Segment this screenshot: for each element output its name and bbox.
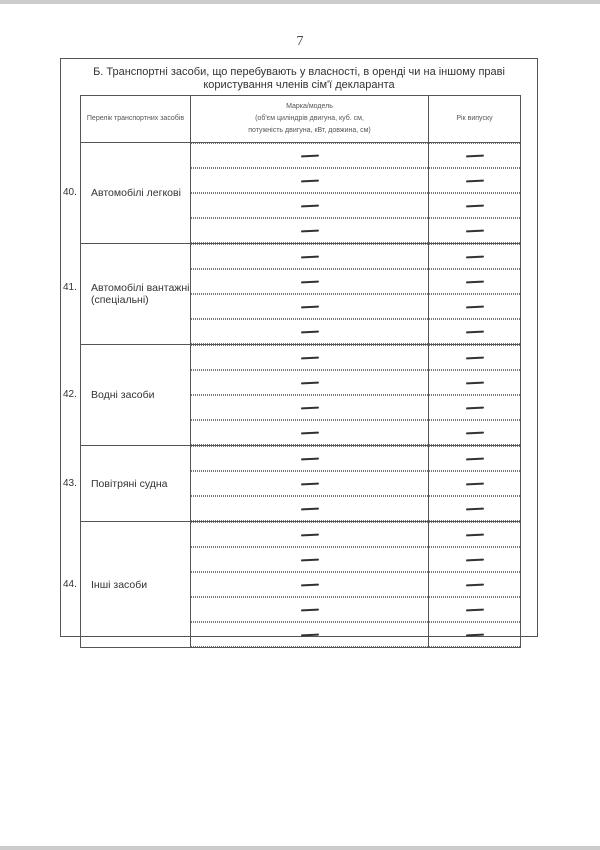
handwritten-dash bbox=[300, 230, 318, 233]
handwritten-dash bbox=[300, 281, 318, 284]
handwritten-dash bbox=[465, 306, 483, 309]
year-entry bbox=[429, 622, 520, 647]
handwritten-dash bbox=[300, 609, 318, 612]
handwritten-dash bbox=[300, 155, 318, 158]
make-model-entry bbox=[191, 244, 428, 269]
year-column-cell bbox=[429, 522, 521, 648]
make-model-entry bbox=[191, 269, 428, 294]
make-model-column-cell bbox=[191, 143, 429, 244]
year-entry bbox=[429, 143, 520, 168]
handwritten-dash bbox=[300, 256, 318, 259]
section-title: Б. Транспортні засоби, що перебувають у власності, в оренді чи на іншому праві користування членів сім'ї декларанта bbox=[93, 66, 505, 91]
handwritten-dash bbox=[300, 331, 318, 334]
year-entry bbox=[429, 547, 520, 572]
handwritten-dash bbox=[465, 357, 483, 360]
make-model-entry bbox=[191, 345, 428, 370]
header-row bbox=[81, 96, 521, 143]
handwritten-dash bbox=[465, 407, 483, 410]
handwritten-dash bbox=[300, 407, 318, 410]
vehicles-table bbox=[63, 95, 521, 648]
handwritten-dash bbox=[300, 205, 318, 208]
year-column-cell bbox=[429, 345, 521, 446]
handwritten-dash bbox=[465, 382, 483, 385]
make-model-entry bbox=[191, 597, 428, 622]
handwritten-dash bbox=[300, 584, 318, 587]
scan-edge-bottom bbox=[0, 846, 600, 850]
make-model-entry bbox=[191, 446, 428, 471]
year-entry bbox=[429, 294, 520, 319]
make-model-column-cell bbox=[191, 446, 429, 522]
make-model-entry bbox=[191, 319, 428, 344]
category-row bbox=[81, 446, 521, 522]
year-entry bbox=[429, 244, 520, 269]
category-label: Автомобілі легкові bbox=[91, 187, 181, 199]
category-number: 42. bbox=[63, 389, 77, 400]
handwritten-dash bbox=[465, 584, 483, 587]
handwritten-dash bbox=[465, 180, 483, 183]
header-vehicle-list: Перелік транспортних засобів bbox=[81, 96, 191, 143]
year-entry bbox=[429, 471, 520, 496]
header-make-model-line3: потужність двигуна, кВт, довжина, см) bbox=[248, 127, 371, 134]
category-label: Водні засоби bbox=[91, 389, 155, 401]
category-label: Автомобілі вантажні (спеціальні) bbox=[91, 282, 190, 306]
make-model-entry bbox=[191, 622, 428, 647]
category-row bbox=[81, 143, 521, 244]
handwritten-dash bbox=[300, 483, 318, 486]
handwritten-dash bbox=[300, 534, 318, 537]
category-cell bbox=[63, 522, 191, 648]
handwritten-dash bbox=[465, 432, 483, 435]
category-cell bbox=[63, 446, 191, 522]
make-model-entry bbox=[191, 572, 428, 597]
year-entry bbox=[429, 446, 520, 471]
year-entry bbox=[429, 319, 520, 344]
handwritten-dash bbox=[300, 306, 318, 309]
year-entry bbox=[429, 193, 520, 218]
handwritten-dash bbox=[465, 281, 483, 284]
handwritten-dash bbox=[465, 634, 483, 637]
year-entry bbox=[429, 597, 520, 622]
category-label: Повітряні судна bbox=[91, 477, 168, 490]
category-row bbox=[81, 244, 521, 345]
handwritten-dash bbox=[465, 205, 483, 208]
year-column-cell bbox=[429, 244, 521, 345]
handwritten-dash bbox=[465, 534, 483, 537]
handwritten-dash bbox=[300, 634, 318, 637]
header-make-model-line2: (об'єм циліндрів двигуна, куб. см, bbox=[255, 115, 364, 122]
make-model-entry bbox=[191, 294, 428, 319]
make-model-entry bbox=[191, 193, 428, 218]
year-entry bbox=[429, 496, 520, 521]
handwritten-dash bbox=[300, 382, 318, 385]
handwritten-dash bbox=[465, 508, 483, 511]
handwritten-dash bbox=[465, 155, 483, 158]
year-entry bbox=[429, 572, 520, 597]
make-model-column-cell bbox=[191, 345, 429, 446]
year-entry bbox=[429, 269, 520, 294]
page-number: 7 bbox=[296, 34, 304, 49]
handwritten-dash bbox=[465, 230, 483, 233]
year-column-cell bbox=[429, 143, 521, 244]
category-number: 40. bbox=[63, 187, 77, 198]
handwritten-dash bbox=[465, 256, 483, 259]
handwritten-dash bbox=[465, 458, 483, 461]
handwritten-dash bbox=[300, 432, 318, 435]
category-number: 41. bbox=[63, 282, 77, 293]
handwritten-dash bbox=[300, 357, 318, 360]
handwritten-dash bbox=[465, 559, 483, 562]
handwritten-dash bbox=[300, 458, 318, 461]
scan-edge-top bbox=[0, 0, 600, 4]
make-model-entry bbox=[191, 471, 428, 496]
make-model-entry bbox=[191, 168, 428, 193]
handwritten-dash bbox=[300, 508, 318, 511]
header-make-model-line1: Марка/модель bbox=[286, 103, 333, 110]
handwritten-dash bbox=[465, 331, 483, 334]
category-cell bbox=[63, 244, 191, 345]
year-entry bbox=[429, 218, 520, 243]
make-model-entry bbox=[191, 547, 428, 572]
year-entry bbox=[429, 522, 520, 547]
make-model-entry bbox=[191, 522, 428, 547]
category-cell bbox=[63, 143, 191, 244]
category-cell bbox=[63, 345, 191, 446]
make-model-column-cell bbox=[191, 244, 429, 345]
category-row bbox=[81, 522, 521, 648]
handwritten-dash bbox=[300, 180, 318, 183]
category-number: 44. bbox=[63, 578, 77, 590]
category-number: 43. bbox=[63, 477, 77, 489]
year-column-cell bbox=[429, 446, 521, 522]
year-entry bbox=[429, 345, 520, 370]
make-model-entry bbox=[191, 218, 428, 243]
header-make-model bbox=[191, 96, 429, 143]
make-model-entry bbox=[191, 496, 428, 521]
category-row bbox=[81, 345, 521, 446]
make-model-column-cell bbox=[191, 522, 429, 648]
make-model-entry bbox=[191, 395, 428, 420]
make-model-entry bbox=[191, 143, 428, 168]
year-entry bbox=[429, 395, 520, 420]
header-year: Рік випуску bbox=[429, 96, 521, 143]
make-model-entry bbox=[191, 370, 428, 395]
make-model-entry bbox=[191, 420, 428, 445]
handwritten-dash bbox=[465, 609, 483, 612]
year-entry bbox=[429, 168, 520, 193]
year-entry bbox=[429, 370, 520, 395]
year-entry bbox=[429, 420, 520, 445]
category-label: Інші засоби bbox=[91, 578, 148, 591]
handwritten-dash bbox=[300, 559, 318, 562]
handwritten-dash bbox=[465, 483, 483, 486]
